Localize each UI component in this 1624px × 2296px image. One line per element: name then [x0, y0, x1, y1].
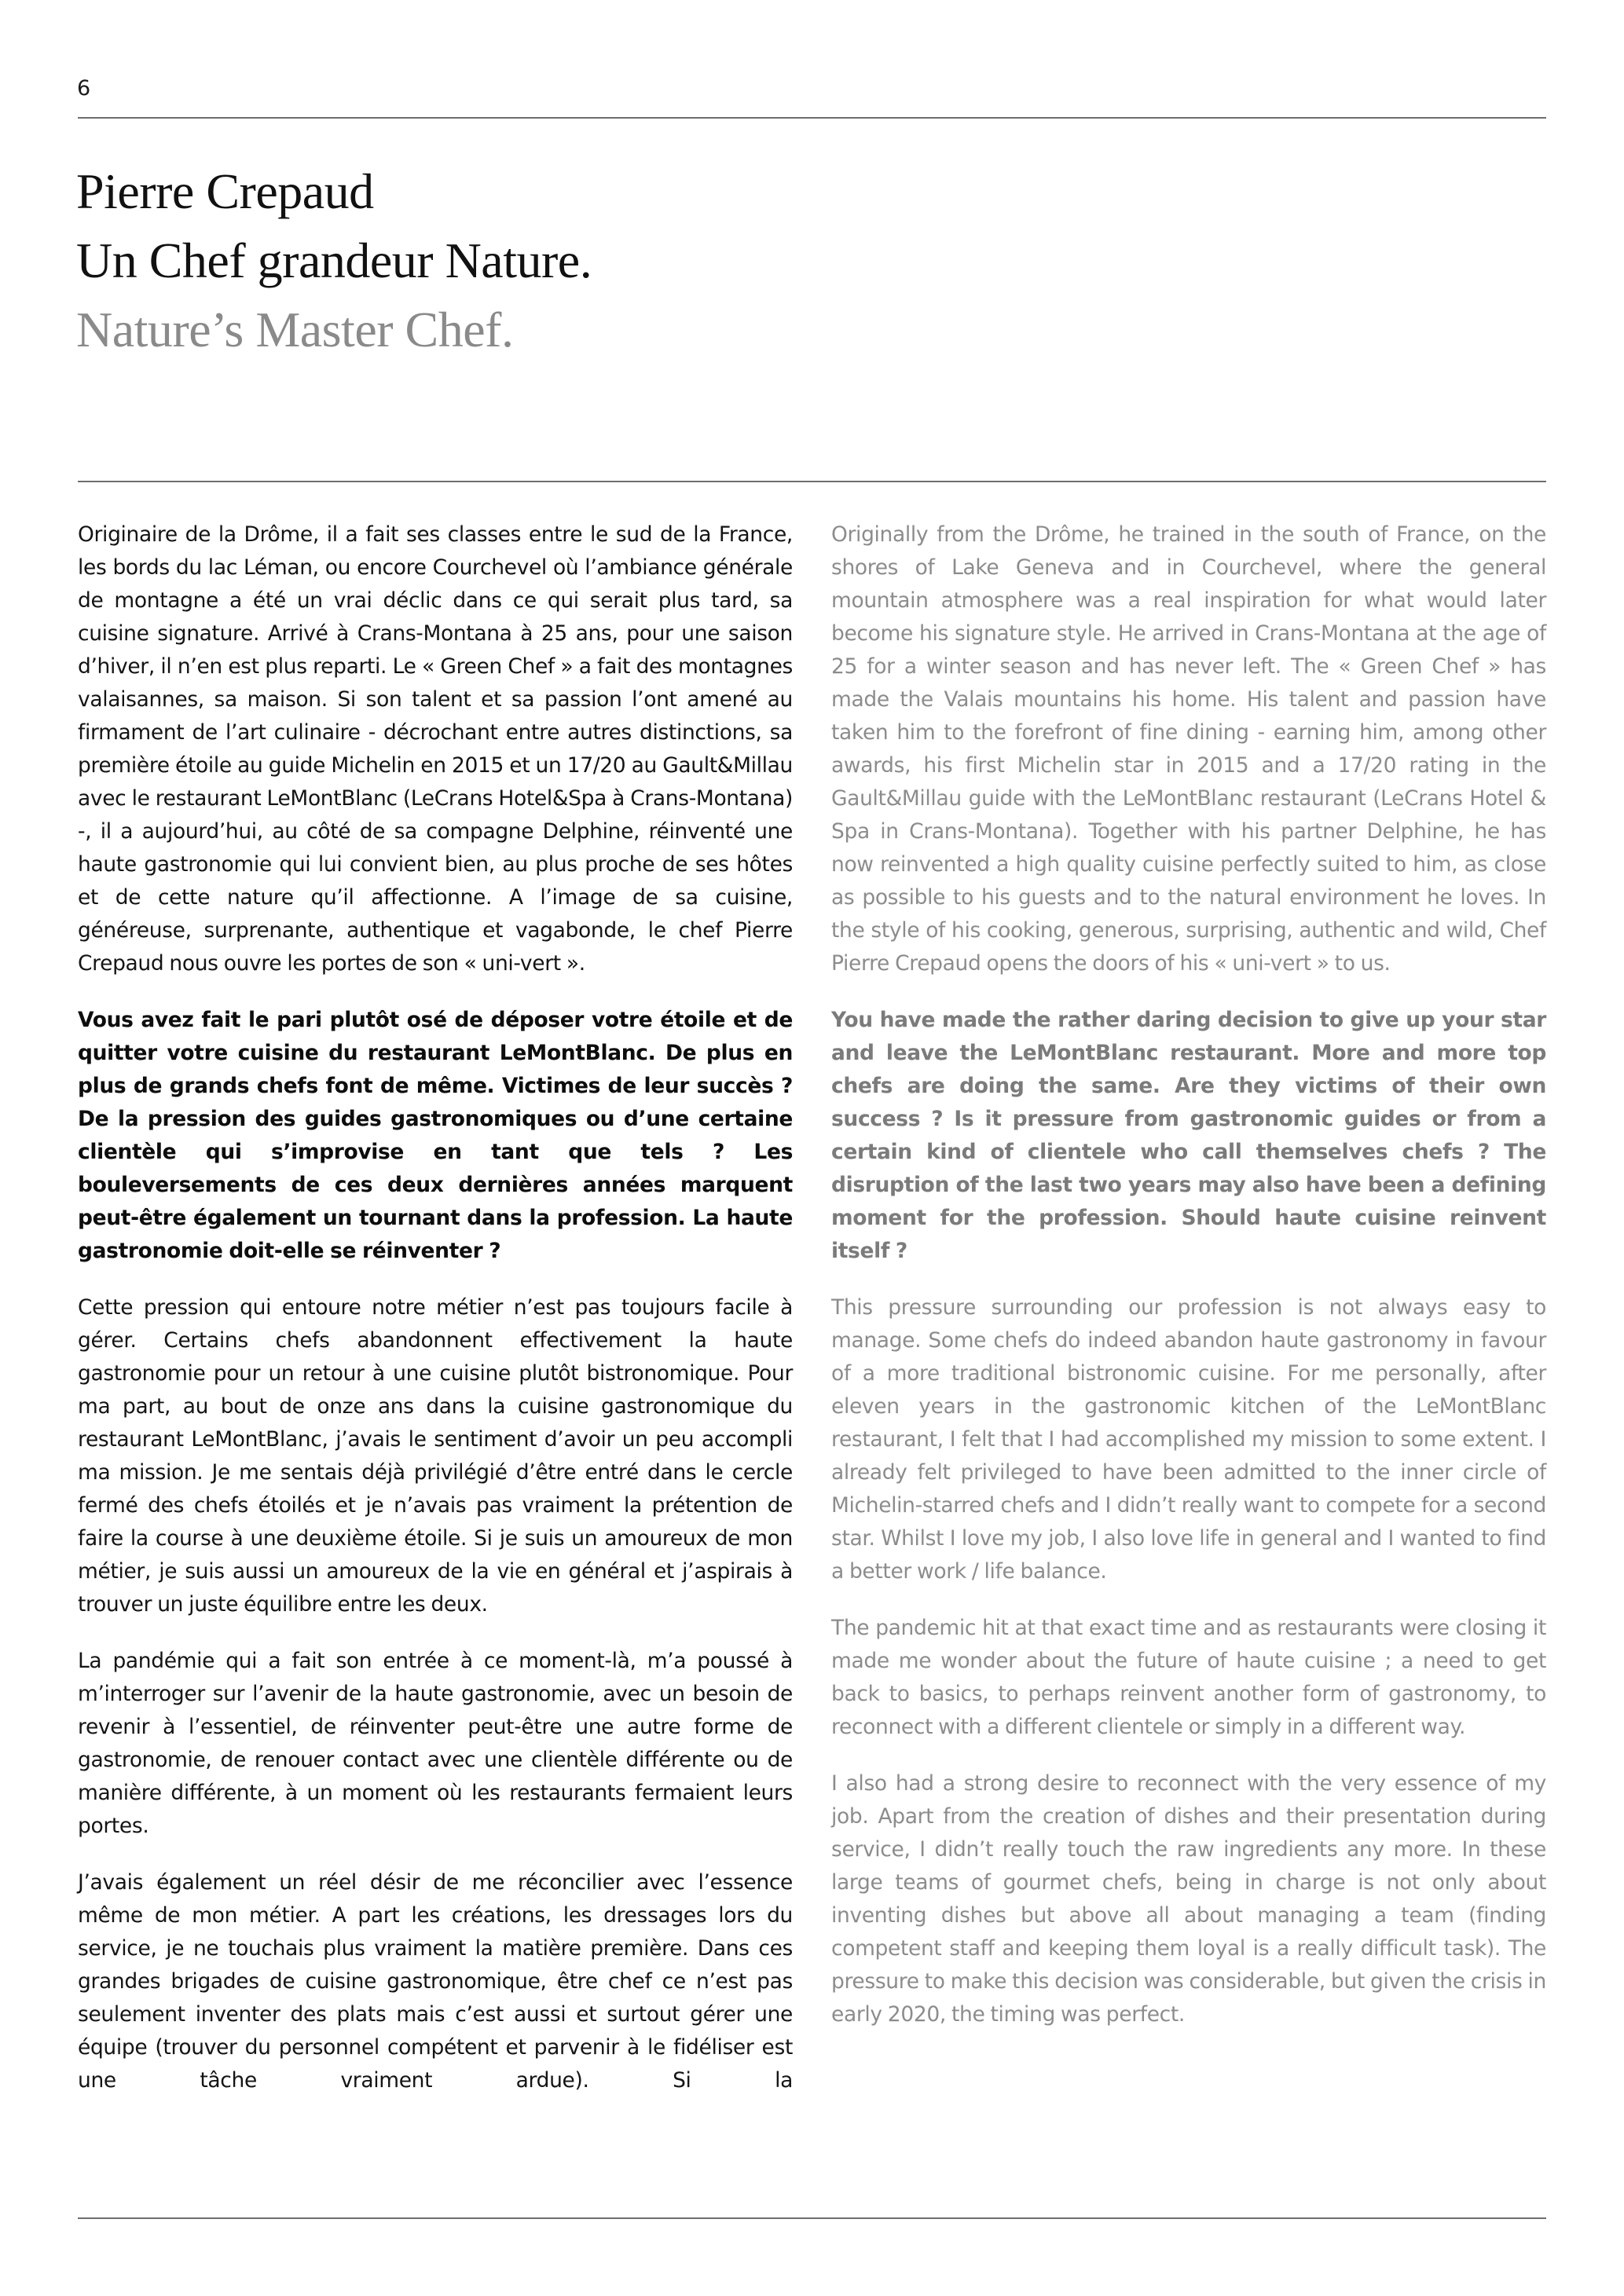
french-answer-paragraph: J’avais également un réel désir de me réconcilier avec l’essence même de mon métier. A part les créations, les dressages lors du service, je ne touchais plus vraiment la matière première. Dans ces grandes brigades de cuisine gastronomique, être chef ce n’est pas seulement inventer des plats mais c’est aussi et surtout gérer une équipe (trouver du personnel compétent et parvenir à le fidéliser est une tâche vraiment ardue). Si la	[78, 1870, 793, 2093]
title-french-tagline: Un Chef grandeur Nature.	[76, 233, 592, 288]
article-title	[76, 157, 592, 364]
french-column	[78, 518, 793, 2121]
title-divider	[78, 481, 1546, 482]
article-body	[78, 518, 1546, 2121]
french-answer-paragraph: La pandémie qui a fait son entrée à ce moment-là, m’a poussé à m’interroger sur l’avenir de la haute gastronomie, avec un besoin de revenir à l’essentiel, de réinventer peut-être une autre forme de gastronomie, de renouer contact avec une clientèle différente ou de manière différente, à un moment où les restaurants fermaient leurs portes.	[78, 1649, 793, 1838]
title-english-tagline: Nature’s Master Chef.	[76, 302, 514, 357]
french-answer-paragraph: Cette pression qui entoure notre métier n’est pas toujours facile à gérer. Certains chefs abandonnent effectivement la haute gastronomie pour un retour à une cuisine plutôt bistronomique. Pour ma part, au bout de onze ans dans la cuisine gastronomique du restaurant LeMontBlanc, j’avais le sentiment d’avoir un peu accompli ma mission. Je me sentais déjà privilégié d’être entré dans le cercle fermé des chefs étoilés et je n’avais pas vraiment la prétention de faire la course à une deuxième étoile. Si je suis un amoureux de mon métier, je suis aussi un amoureux de la vie en général et j’aspirais à trouver un juste équilibre entre les deux.	[78, 1295, 793, 1617]
page-number: 6	[77, 76, 91, 101]
title-chef-name: Pierre Crepaud	[76, 163, 374, 219]
footer-divider	[78, 2217, 1546, 2219]
english-answer-paragraph: This pressure surrounding our profession is not always easy to manage. Some chefs do indeed abandon haute gastronomy in favour of a more traditional bistronomic cuisine. For me personally, after eleven years in the gastronomic kitchen of the LeMontBlanc restaurant, I felt that I had accomplished my mission to some extent. I already felt privileged to have been admitted to the inner circle of Michelin-starred chefs and I didn’t really want to compete for a second star. Whilst I love my job, I also love life in general and I wanted to find a better work / life balance.	[831, 1295, 1546, 1584]
header-divider	[78, 117, 1546, 119]
french-intro-paragraph: Originaire de la Drôme, il a fait ses classes entre le sud de la France, les bords du lac Léman, ou encore Courchevel où l’ambiance générale de montagne a été un vrai déclic dans ce qui serait plus tard, sa cuisine signature. Arrivé à Crans-Montana à 25 ans, pour une saison d’hiver, il n’en est plus reparti. Le « Green Chef » a fait des montagnes valaisannes, sa maison. Si son talent et sa passion l’ont amené au firmament de l’art culinaire - décrochant entre autres distinctions, sa première étoile au guide Michelin en 2015 et un 17/20 au Gault&Millau avec le restaurant LeMontBlanc (LeCrans Hotel&Spa à Crans-Montana) -, il a aujourd’hui, au côté de sa compagne Delphine, réinventé une haute gastronomie qui lui convient bien, au plus proche de ses hôtes et de cette nature qu’il affectionne. A l’image de sa cuisine, généreuse, surprenante, authentique et vagabonde, le chef Pierre Crepaud nous ouvre les portes de son « uni-vert ».	[78, 522, 793, 976]
english-question-paragraph: You have made the rather daring decision to give up your star and leave the LeMontBlanc restaurant. More and more top chefs are doing the same. Are they victims of their own success ? Is it pressure from gastronomic guides or from a certain kind of clientele who call themselves chefs ? The disruption of the last two years may also have been a defining moment for the profession. Should haute cuisine reinvent itself ?	[831, 1008, 1546, 1263]
english-answer-paragraph: I also had a strong desire to reconnect with the very essence of my job. Apart from the creation of dishes and their presentation during service, I didn’t really touch the raw ingredients any more. In these large teams of gourmet chefs, being in charge is not only about inventing dishes but above all about managing a team (finding competent staff and keeping them loyal is a really difficult task). The pressure to make this decision was considerable, but given the crisis in early 2020, the timing was perfect.	[831, 1771, 1546, 2027]
french-question-paragraph: Vous avez fait le pari plutôt osé de déposer votre étoile et de quitter votre cuisine du restaurant LeMontBlanc. De plus en plus de grands chefs font de même. Victimes de leur succès ? De la pression des guides gastronomiques ou d’une certaine clientèle qui s’improvise en tant que tels ? Les bouleversements de ces deux dernières années marquent peut-être également un tournant dans la profession. La haute gastronomie doit-elle se réinventer ?	[78, 1008, 793, 1263]
english-intro-paragraph: Originally from the Drôme, he trained in the south of France, on the shores of Lake Geneva and in Courchevel, where the general mountain atmosphere was a real inspiration for what would later become his signature style. He arrived in Crans-Montana at the age of 25 for a winter season and has never left. The « Green Chef » has made the Valais mountains his home. His talent and passion have taken him to the forefront of fine dining - earning him, among other awards, his first Michelin star in 2015 and a 17/20 rating in the Gault&Millau guide with the LeMontBlanc restaurant (LeCrans Hotel & Spa in Crans-Montana). Together with his partner Delphine, he has now reinvented a high quality cuisine perfectly suited to him, as close as possible to his guests and to the natural environment he loves. In the style of his cooking, generous, surprising, authentic and wild, Chef Pierre Crepaud opens the doors of his « uni-vert » to us.	[831, 522, 1546, 976]
english-answer-paragraph: The pandemic hit at that exact time and as restaurants were closing it made me wonder about the future of haute cuisine ; a need to get back to basics, to perhaps reinvent another form of gastronomy, to reconnect with a different clientele or simply in a different way.	[831, 1616, 1546, 1739]
english-column	[831, 518, 1546, 2121]
